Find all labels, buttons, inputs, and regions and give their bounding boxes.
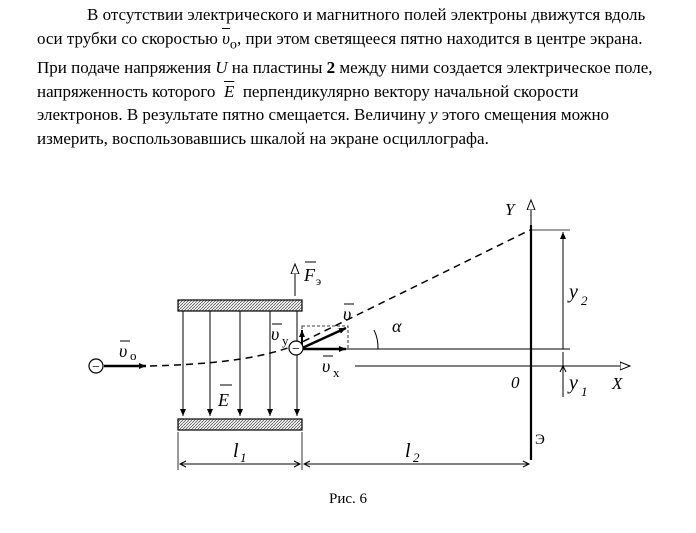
svg-text:э: э <box>316 274 322 288</box>
svg-text:y: y <box>569 281 578 303</box>
svg-text:y: y <box>282 333 289 348</box>
label-y2 <box>567 281 588 308</box>
svg-text:x: x <box>333 365 340 380</box>
svg-text:l: l <box>233 440 239 462</box>
svg-text:1: 1 <box>581 384 588 399</box>
label-e-field <box>217 385 232 410</box>
svg-text:l: l <box>405 440 411 462</box>
svg-text:υ: υ <box>343 304 352 324</box>
lower-plate <box>178 419 302 430</box>
svg-text:F: F <box>304 265 315 285</box>
label-v <box>343 304 354 324</box>
label-l2 <box>405 440 420 465</box>
upper-plate <box>178 300 302 311</box>
label-alpha: α <box>392 316 402 336</box>
label-origin: 0 <box>511 373 520 392</box>
label-vy <box>271 324 289 348</box>
svg-text:E: E <box>218 390 229 410</box>
svg-text:−: − <box>292 342 300 357</box>
plate-number: 2 <box>326 58 336 78</box>
v0-symbol: $\overline{\upsilon}_o$ <box>222 28 237 52</box>
label-force <box>303 262 321 288</box>
text-part-4: между ними создается электрическое поле, напряженность которого <box>37 58 653 101</box>
label-screen: Э <box>535 432 545 448</box>
label-y1 <box>567 372 588 399</box>
svg-text:y: y <box>569 372 578 394</box>
svg-text:υ: υ <box>322 356 331 376</box>
text-part-1: В отсутствии электрического и магнитного полей электроны движутся вдоль оси трубки со скоростью <box>37 5 646 48</box>
svg-text:υ: υ <box>271 324 280 344</box>
svg-text:−: − <box>92 360 100 375</box>
label-axis-y: Y <box>505 200 515 219</box>
text-part-5: перпендикулярно вектору начальной скорости электронов. В результате пятно смещается. Величину <box>37 81 579 125</box>
label-axis-x: X <box>612 374 623 393</box>
label-v0 <box>119 341 137 363</box>
svg-text:2: 2 <box>413 450 420 465</box>
svg-text:2: 2 <box>581 293 588 308</box>
text-part-3: на пластины <box>231 58 323 78</box>
y-symbol: y <box>430 105 438 125</box>
svg-text:υ: υ <box>119 341 128 361</box>
label-l1 <box>233 440 247 465</box>
label-vx <box>322 356 340 380</box>
figure-caption: Рис. 6 <box>328 491 368 507</box>
voltage-symbol: U <box>215 58 228 78</box>
svg-text:o: o <box>130 348 137 363</box>
text-part-6: этого смещения можно измерить, воспользовавшись шкалой на экране осциллографа. <box>37 105 610 148</box>
alpha-arc <box>374 330 378 349</box>
trajectory <box>150 230 530 366</box>
svg-text:1: 1 <box>240 450 247 465</box>
text-part-2: , при этом светящееся пятно находится в центре экрана. При подаче напряжения <box>37 28 643 78</box>
v-vector <box>300 328 346 349</box>
field-symbol: $\overline{E}$ <box>223 81 235 101</box>
